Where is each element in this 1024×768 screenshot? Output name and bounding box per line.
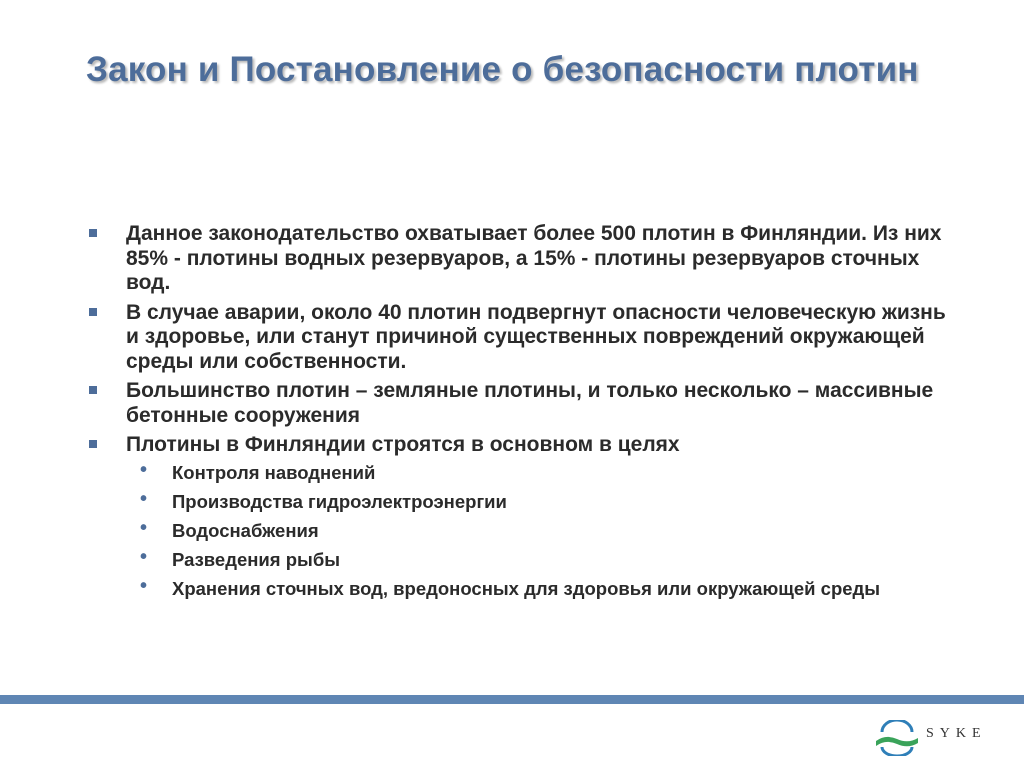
- bullet-text: Плотины в Финляндии строятся в основном в целях: [126, 433, 680, 456]
- bullet-item: [88, 433, 948, 600]
- bottom-divider: [0, 695, 1024, 704]
- sub-bullet-text: Водоснабжения: [172, 519, 319, 541]
- bullet-text: Большинство плотин – земляные плотины, и только несколько – массивные бетонные сооружения: [126, 379, 934, 427]
- sub-bullet-item: [126, 545, 948, 571]
- syke-logo-icon: [874, 720, 920, 756]
- sub-bullet-item: [126, 487, 948, 513]
- bullet-item: [88, 379, 948, 428]
- slide-title: Закон и Постановление о безопасности плотин: [86, 50, 919, 89]
- sub-bullet-text: Разведения рыбы: [172, 548, 341, 570]
- bullet-list: [88, 222, 948, 607]
- dot-bullet-icon: •: [140, 458, 148, 481]
- sub-bullet-text: Производства гидроэлектроэнергии: [172, 490, 507, 512]
- syke-logo: [874, 718, 1004, 758]
- dot-bullet-icon: •: [140, 545, 148, 568]
- sub-bullet-list: [126, 458, 948, 600]
- bullet-item: [88, 222, 948, 296]
- square-bullet-icon: [89, 386, 97, 394]
- square-bullet-icon: [89, 229, 97, 237]
- square-bullet-icon: [89, 308, 97, 316]
- sub-bullet-item: [126, 574, 948, 600]
- square-bullet-icon: [89, 440, 97, 448]
- dot-bullet-icon: •: [140, 516, 148, 539]
- sub-bullet-text: Хранения сточных вод, вредоносных для здоровья или окружающей среды: [172, 577, 881, 599]
- logo-text: SYKE: [926, 726, 987, 741]
- dot-bullet-icon: •: [140, 574, 148, 597]
- sub-bullet-text: Контроля наводнений: [172, 461, 376, 483]
- dot-bullet-icon: •: [140, 487, 148, 510]
- bullet-text: Данное законодательство охватывает более 500 плотин в Финляндии. Из них 85% - плотины водных резервуаров, а 15% - плотины резервуаров сточных вод.: [126, 222, 942, 294]
- sub-bullet-item: [126, 516, 948, 542]
- bullet-item: [88, 301, 948, 375]
- bullet-text: В случае аварии, около 40 плотин подвергнут опасности человеческую жизнь и здоровье, или станут причиной существенных повреждений окружающей среды или собственности.: [126, 300, 946, 373]
- sub-bullet-item: [126, 458, 948, 484]
